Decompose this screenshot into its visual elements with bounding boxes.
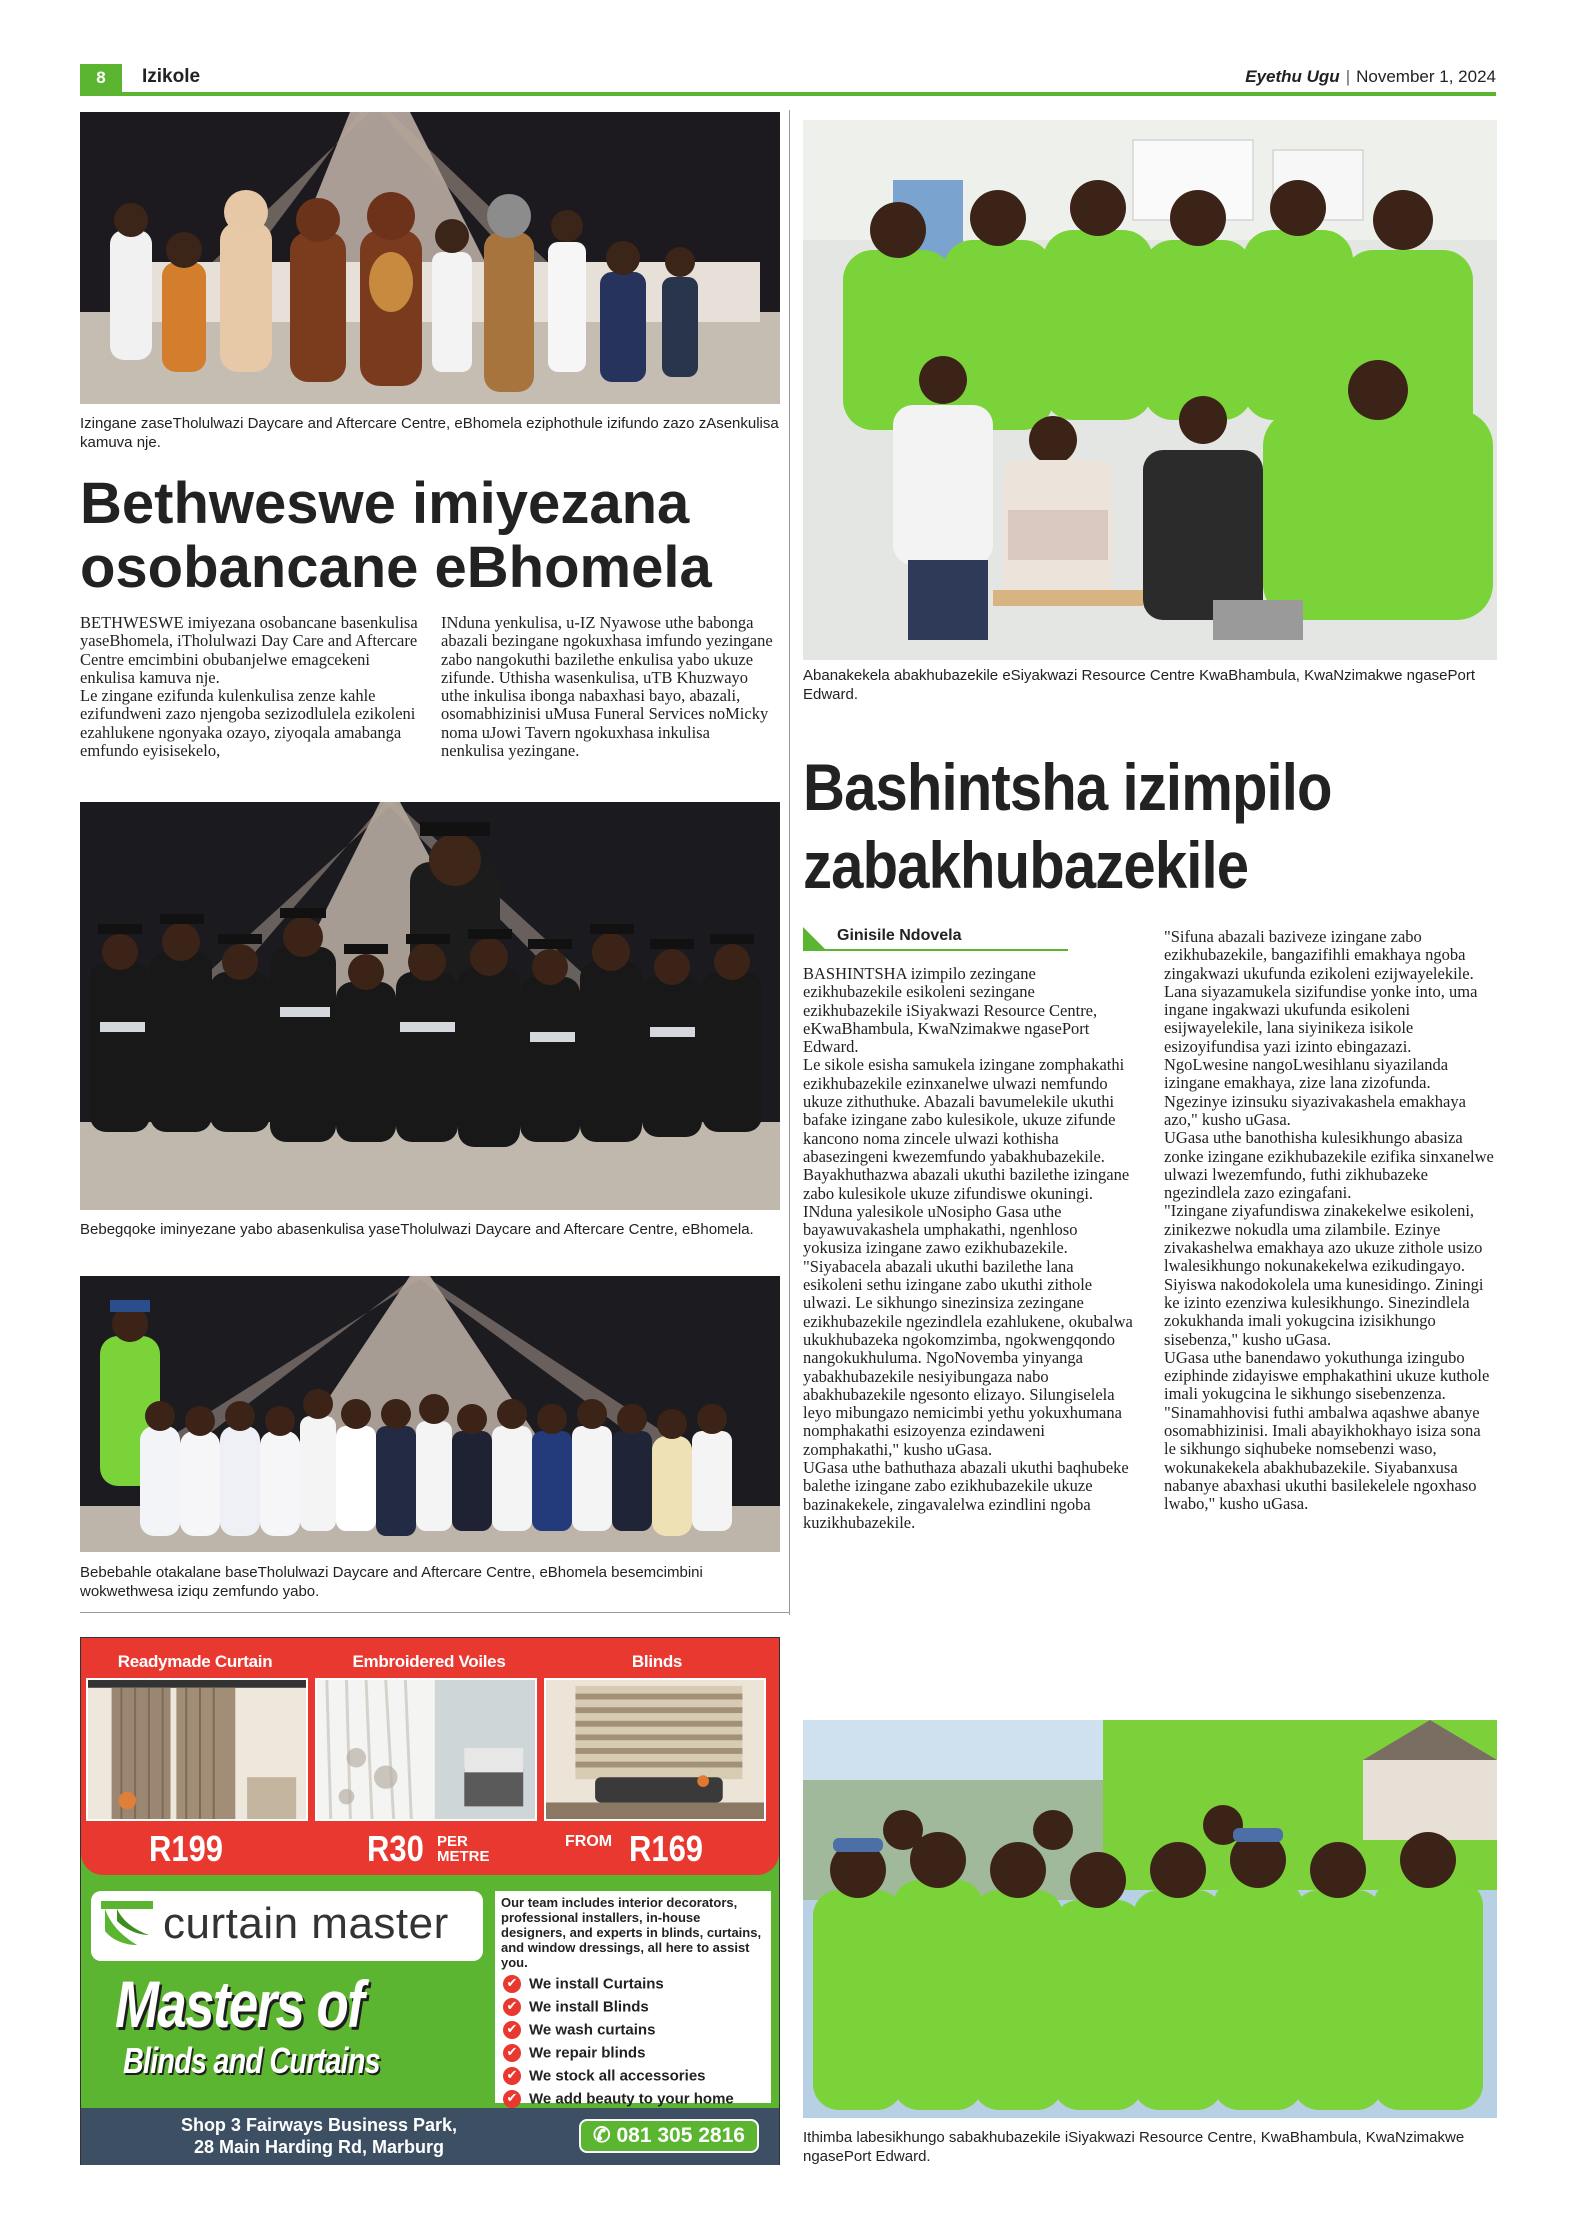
separator: | xyxy=(1345,67,1351,86)
product-heading: Readymade Curtain xyxy=(117,1652,273,1671)
photo-caption: Izingane zaseTholulwazi Daycare and Aftercare Centre, eBhomela eziphothule izifundo zazo zAsenkulisa kamuva nje. xyxy=(80,415,779,451)
photo-caption: Ithimba labesikhungo sabakhubazekile iSiyakwazi Resource Centre, KwaBhambula, KwaNzimakwe ngasePort Edward. xyxy=(803,2129,1465,2165)
article-paragraph: UGasa uthe banothisha kulesikhungo abasiza zonke izingane ezikhubazekile ezifika sinxanelwe ulwazi lwezemfundo, futhi zikhubazeke ngezindlela zazo ezingafani. xyxy=(1164,1128,1494,1203)
photo-staff-group xyxy=(803,1720,1497,2118)
curtain-product-image xyxy=(86,1678,308,1821)
headline-left xyxy=(80,472,780,600)
article-paragraph: "Izingane ziyafundiswa zinakekelwe esikoleni, zinikezwe nokudla uma zilambile. Ezinye zivakashelwa emakhaya azo ukuze zithole usizo lwalesikhungo nokunakekelwa ezikudingayo. Siyiswa nakodokolela uma kunesidingo. Ziningi ke izinto ezenziwa kulesikhungo. Sinezindlela zokukhanda imali yokugcina izisikhungo sisebenza," kusho uGasa. xyxy=(1164,1201,1484,1349)
photo-caption: Bebegqoke iminyezane yabo abasenkulisa yaseTholulwazi Daycare and Aftercare Centre, eBhomela. xyxy=(80,1221,754,1238)
photo-caregivers xyxy=(803,120,1497,660)
article-paragraph: "Siyabacela abazali ukuthi bazilethe lana esikoleni sethu izingane zabo ukuthi zithole ulwazi. Le sikhungo sinezinsiza zezingane ezikhubazekile ngezindlela ezahlukene, okubalwa ukukhubazeka ngokomzimba, ngokwengqondo nangokukhuluma. NgoNovemba yinyanga yabakhubazekile nesiyibungaza nabo abakhubazekile ngesonto elizayo. Silungiselela leyo mibungazo nemicimbi yethu yokuxhumana nomphakathi esizoyenza ezindaweni zomphakathi," kusho uGasa. xyxy=(803,1256,1133,1459)
advert-team-text: Our team includes interior decorators, professional installers, in-house designers, and experts in blinds, curtains, and window dressings, all here to assist you. xyxy=(501,1895,762,1970)
photo-caption: Bebebahle otakalane baseTholulwazi Daycare and Aftercare Centre, eBhomela besemcimbini wokwethwesa iziqu zemfundo yabo. xyxy=(80,1564,703,1600)
service-item: ✔ We add beauty to your home xyxy=(503,2090,765,2108)
checkmark-icon: ✔ xyxy=(503,2044,521,2062)
byline-marker-icon xyxy=(803,927,825,949)
article-column xyxy=(1164,928,1496,1514)
service-item: ✔ We wash curtains xyxy=(503,2021,765,2039)
service-item: ✔ We repair blinds xyxy=(503,2044,765,2062)
article-paragraph: INduna yenkulisa, u-IZ Nyawose uthe babonga abazali bezingane ngokuxhasa imfundo yezingane zabo nangokuthi bazilethe enkulisa yabo ukuze zifunde. Uthisha wasenkulisa, uTB Khuzwayo uthe inkulisa ibonga nabaxhasi bayo, abazali, osomabhizinisi uMusa Funeral Services noMicky noma uJowi Tavern ngokuxhasa inkulisa nenkulisa yezingane. xyxy=(441,613,773,761)
product-heading: Blinds xyxy=(631,1652,683,1671)
photo-children-gowns xyxy=(80,802,780,1210)
checkmark-icon: ✔ xyxy=(503,2067,521,2085)
photo-children-ceremony xyxy=(80,1276,780,1552)
publication-info xyxy=(1245,67,1496,87)
page-number: 8 xyxy=(80,64,122,92)
price-blinds: R169 xyxy=(629,1828,704,1869)
article-paragraph: "Sifuna abazali baziveze izingane zabo ezikhubazekile, bangazifihli emakhaya ngoba zingakwazi ukufunda ezikoleni ezijwayelekile. Lana siyazamukela sizifundise yonke into, uma ingane ingakwazi ukufunda esikoleni esijwayelekile, lana siyinikeza isikole esizoyifundisa yazi izinto ebingazazi. NgoLwesine nangoLwesihlanu siyazilanda izingane emakhaya, zize lana zizofunda. Ngezinye izinsuku siyazivakashela emakhaya azo," kusho uGasa. xyxy=(1164,927,1478,1129)
advert-services-box xyxy=(495,1891,771,2108)
curtain-swoosh-icon xyxy=(97,1895,157,1955)
article-paragraph: UGasa uthe bathuthaza abazali ukuthi baqhubeke balethe izingane zabo ezikhubazekile ukuze bazinakekele, zingavalelwa ezindlini ngoba kuzikhubazekile. xyxy=(803,1458,1129,1532)
byline xyxy=(803,925,1068,951)
author-name: Ginisile Ndovela xyxy=(837,927,962,944)
article-column xyxy=(803,965,1135,1532)
curtain-master-advert xyxy=(80,1637,780,2165)
article-paragraph: UGasa uthe banendawo yokuthunga izingubo eziphinde zidayiswe emphakathini ukuze kuthole imali yokugcina le sikhungo sisebenzenza. xyxy=(1164,1347,1490,1404)
headline-line: Bethweswe imiyezana xyxy=(80,471,690,536)
advert-slogan: Masters of xyxy=(115,1967,364,2041)
checkmark-icon: ✔ xyxy=(503,2090,521,2108)
page-header xyxy=(80,64,1496,96)
address-line: Shop 3 Fairways Business Park, xyxy=(180,2115,458,2135)
service-item: ✔ We install Blinds xyxy=(503,1998,765,2016)
article-paragraph: "Sinamahhovisi futhi ambalwa aqashwe abanye osomabhizinisi. Imali abayikhokhayo isiza sona le sikhungo siqhubeke nomsebenzi waso, wokunakekela abakhubazekile. Siyabanxusa nabanye abaxhasi ukuthi basilekelele ngoxhaso lwabo," kusho uGasa. xyxy=(1164,1402,1481,1514)
curtain-master-logo xyxy=(91,1891,483,1961)
photo-caption: Abanakekela abakhubazekile eSiyakwazi Resource Centre KwaBhambula, KwaNzimakwe ngasePort Edward. xyxy=(803,667,1476,703)
checkmark-icon: ✔ xyxy=(503,2021,521,2039)
price-unit-line: PER xyxy=(437,1833,468,1850)
section-name: Izikole xyxy=(142,66,201,87)
price-unit xyxy=(437,1834,490,1864)
photo-children-costumes xyxy=(80,112,780,404)
column-divider xyxy=(789,110,790,1615)
section-divider xyxy=(80,1612,790,1613)
article-paragraph: BETHWESWE imiyezana osobancane basenkulisa yaseBhomela, iTholulwazi Day Care and Aftercare Centre emcimbini obubanjelwe emagcekeni enkulisa kamuva nje. xyxy=(80,613,418,687)
address-line: 28 Main Harding Rd, Marburg xyxy=(193,2137,445,2157)
voile-product-image xyxy=(315,1678,537,1821)
price-unit-line: METRE xyxy=(437,1848,490,1865)
headline-right xyxy=(803,748,1419,904)
service-item: ✔ We install Curtains xyxy=(503,1975,765,1993)
article-column xyxy=(80,614,420,760)
article-paragraph: Bayakhuthazwa abazali ukuthi bazilethe izingane zabo kulesikole ukuze zifundiswe okuningi. INduna yalesikole uNosipho Gasa uthe bayawuvakashela umphakathi, ngenhloso yokusiza izingane zawo ezikhubazekile. xyxy=(803,1165,1130,1258)
article-paragraph: Le zingane ezifunda kulenkulisa zenze kahle ezifundweni zazo njengoba sezizodlulela ezikoleni ezahlukene ngonyaka ozayo, ziyoqala amabanga emfundo eyisisekelo, xyxy=(80,686,416,761)
publication-name: Eyethu Ugu xyxy=(1245,67,1340,86)
article-paragraph: Le sikole esisha samukela izingane zomphakathi ezikhubazekile ezinxanelwe ulwazi nemfundo ukuze zithuthuke. Abazali bavumelekile ukuthi bafake izingane zabo kulesikole, ukuze zifunde kancono noma zincele ulwazi kothisha abasezingeni kwezemfundo yabakhubazekile. xyxy=(803,1055,1125,1166)
phone-icon: ✆ xyxy=(593,2124,611,2147)
shop-address xyxy=(169,2114,469,2158)
logo-wordmark: curtain master xyxy=(163,1899,449,1948)
checkmark-icon: ✔ xyxy=(503,1998,521,2016)
headline-line: zabakhubazekile xyxy=(803,828,1249,902)
article-paragraph: BASHINTSHA izimpilo zezingane ezikhubazekile esikoleni sezingane ezikhubazekile iSiyakwazi Resource Centre, eKwaBhambula, KwaNzimakwe ngasePort Edward. xyxy=(803,964,1098,1057)
price-voiles: R30 xyxy=(367,1828,424,1869)
phone-number[interactable]: ✆ 081 305 2816 xyxy=(579,2119,759,2153)
checkmark-icon: ✔ xyxy=(503,1975,521,1993)
advert-slogan-sub: Blinds and Curtains xyxy=(123,2040,380,2081)
service-item: ✔ We stock all accessories xyxy=(503,2067,765,2085)
headline-line: osobancane eBhomela xyxy=(80,535,712,600)
price-readymade-curtain: R199 xyxy=(149,1828,224,1869)
advert-footer xyxy=(81,2108,779,2165)
headline-line: Bashintsha izimpilo xyxy=(803,750,1332,824)
product-heading: Embroidered Voiles xyxy=(352,1652,506,1671)
price-prefix: FROM xyxy=(565,1833,613,1850)
article-column xyxy=(441,614,777,760)
issue-date: November 1, 2024 xyxy=(1356,67,1496,86)
advert-product-banner xyxy=(81,1638,779,1875)
blinds-product-image xyxy=(544,1678,766,1821)
